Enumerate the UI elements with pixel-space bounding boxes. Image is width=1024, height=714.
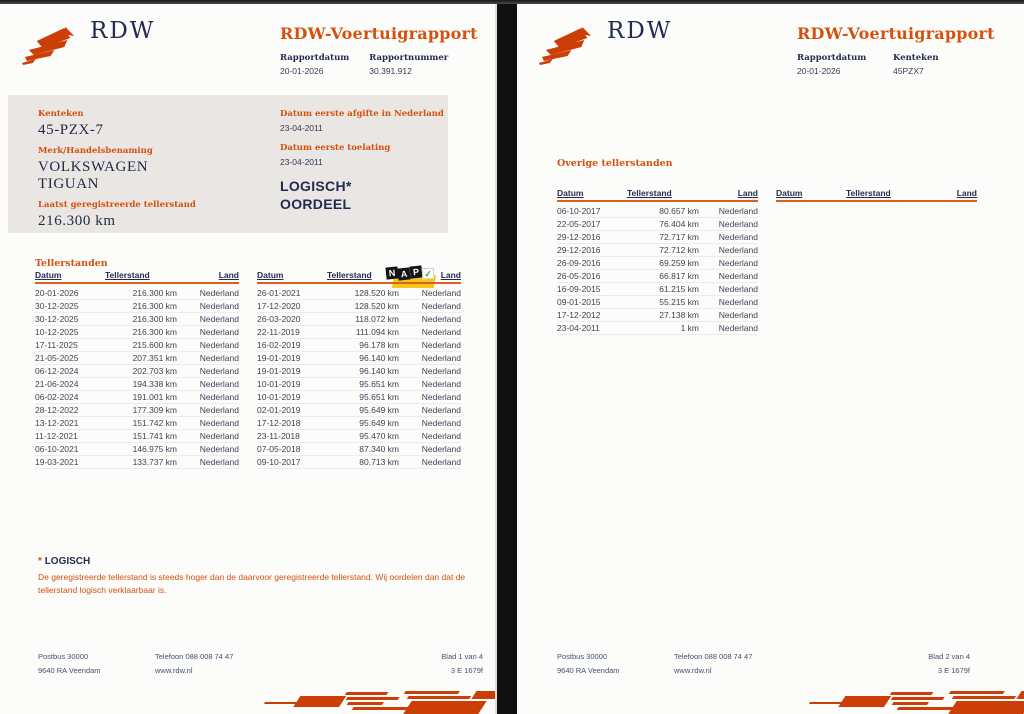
table-row	[257, 391, 461, 404]
cell-land: Nederland	[421, 353, 461, 363]
oordeel-line1: LOGISCH*	[280, 178, 352, 194]
table-row	[35, 313, 239, 326]
table-row	[35, 391, 239, 404]
cell-tellerstand: 191.001 km	[132, 392, 177, 402]
page-1	[0, 0, 497, 714]
cell-land: Nederland	[421, 444, 461, 454]
nap-check-icon: ✓	[422, 268, 435, 280]
cell-tellerstand: 216.300 km	[132, 301, 177, 311]
table-row	[35, 417, 239, 430]
cell-datum: 19-01-2019	[257, 353, 301, 363]
cell-datum: 10-01-2019	[257, 379, 301, 389]
cell-land: Nederland	[718, 284, 758, 294]
meta-label: Rapportdatum	[280, 53, 350, 63]
cell-land: Nederland	[199, 392, 239, 402]
footnote-text: De geregistreerde tellerstand is steeds hoger dan de daarvoor geregistreerde tellerstand. Wij oordelen dan dat de tellerstand logisch verklaarbaar is.	[38, 572, 466, 595]
footer-website: www.rdw.nl	[155, 666, 193, 675]
table-row	[557, 205, 758, 218]
footer-website: www.rdw.nl	[674, 666, 712, 675]
cell-tellerstand: 111.094 km	[355, 327, 399, 337]
cell-datum: 06-10-2017	[557, 206, 601, 216]
merk-label: Merk/Handelsbenaming	[38, 146, 153, 156]
cell-datum: 30-12-2025	[35, 301, 79, 311]
cell-tellerstand: 55.215 km	[659, 297, 699, 307]
cell-datum: 02-01-2019	[257, 405, 301, 415]
rdw-wordmark: RDW	[607, 18, 673, 44]
cell-land: Nederland	[421, 366, 461, 376]
cell-datum: 22-05-2017	[557, 219, 601, 229]
table-row	[257, 443, 461, 456]
footer-pagination	[928, 650, 970, 678]
cell-datum: 21-06-2024	[35, 379, 79, 389]
table-row	[35, 378, 239, 391]
cell-land: Nederland	[421, 431, 461, 441]
nap-letter-a: A	[397, 267, 410, 280]
meta-rapportnummer	[369, 53, 448, 76]
table-row	[35, 300, 239, 313]
table-row	[35, 443, 239, 456]
cell-datum: 16-09-2015	[557, 284, 601, 294]
cell-tellerstand: 177.309 km	[132, 405, 177, 415]
footer-contact	[155, 650, 441, 678]
tellerstand-label: Laatst geregistreerde tellerstand	[38, 200, 196, 210]
table-row	[257, 313, 461, 326]
toelating-label: Datum eerste toelating	[280, 143, 391, 153]
cell-tellerstand: 96.178 km	[359, 340, 399, 350]
cell-tellerstand: 61.215 km	[659, 284, 699, 294]
cell-datum: 17-12-2020	[257, 301, 301, 311]
cell-land: Nederland	[421, 405, 461, 415]
cell-tellerstand: 118.072 km	[355, 314, 399, 324]
cell-tellerstand: 146.975 km	[132, 444, 177, 454]
table-row	[35, 404, 239, 417]
tellerstanden-table-right	[257, 270, 461, 469]
kenteken-value: 45-PZX-7	[38, 122, 104, 138]
cell-land: Nederland	[718, 323, 758, 333]
col-land: Land	[218, 270, 239, 280]
cell-land: Nederland	[199, 314, 239, 324]
rdw-logo-icon	[22, 26, 86, 68]
cell-tellerstand: 133.737 km	[132, 457, 177, 467]
oordeel-verdict	[280, 177, 445, 213]
cell-land: Nederland	[421, 314, 461, 324]
table-row	[35, 287, 239, 300]
cell-land: Nederland	[199, 366, 239, 376]
table-row	[35, 430, 239, 443]
cell-datum: 19-01-2019	[257, 366, 301, 376]
cell-tellerstand: 87.340 km	[359, 444, 399, 454]
cell-land: Nederland	[421, 392, 461, 402]
table-row	[557, 322, 758, 335]
meta-rapportdatum	[280, 53, 349, 76]
table-row	[557, 218, 758, 231]
cell-datum: 26-09-2016	[557, 258, 601, 268]
cell-tellerstand: 76.404 km	[659, 219, 699, 229]
merk-value-line1: VOLKSWAGEN	[38, 159, 149, 175]
page-2	[517, 0, 1024, 714]
cell-datum: 09-01-2015	[557, 297, 601, 307]
cell-datum: 10-12-2025	[35, 327, 79, 337]
cell-tellerstand: 207.351 km	[132, 353, 177, 363]
table-row	[257, 404, 461, 417]
col-tellerstand: Tellerstand	[627, 188, 672, 198]
footer-phone: Telefoon 088 008 74 47	[155, 652, 234, 661]
cell-tellerstand: 95.651 km	[359, 379, 399, 389]
footer-address	[38, 650, 155, 678]
cell-tellerstand: 72.717 km	[659, 232, 699, 242]
rdw-wordmark: RDW	[90, 18, 156, 44]
cell-tellerstand: 194.338 km	[132, 379, 177, 389]
cell-datum: 06-10-2021	[35, 444, 79, 454]
footer-form-code: 3 E 1679f	[450, 666, 483, 675]
table-row	[257, 456, 461, 469]
table-header	[257, 270, 461, 284]
cell-land: Nederland	[718, 310, 758, 320]
cell-datum: 07-05-2018	[257, 444, 301, 454]
cell-land: Nederland	[421, 379, 461, 389]
table-row	[257, 326, 461, 339]
footer-contact	[674, 650, 928, 678]
cell-datum: 30-12-2025	[35, 314, 79, 324]
cell-tellerstand: 80.657 km	[659, 206, 699, 216]
nap-letter-n: N	[385, 266, 398, 279]
table-row	[257, 417, 461, 430]
cell-land: Nederland	[199, 444, 239, 454]
cell-tellerstand: 216.300 km	[132, 327, 177, 337]
table-row	[257, 430, 461, 443]
meta-value: 45PZX7	[893, 66, 924, 76]
cell-datum: 26-03-2020	[257, 314, 301, 324]
cell-datum: 28-12-2022	[35, 405, 79, 415]
cell-tellerstand: 27.138 km	[659, 310, 699, 320]
footer-address-line1: Postbus 30000	[557, 652, 608, 661]
table-row	[35, 339, 239, 352]
col-datum: Datum	[257, 270, 284, 280]
overige-tellerstanden-heading: Overige tellerstanden	[557, 158, 673, 169]
cell-datum: 29-12-2016	[557, 245, 601, 255]
cell-tellerstand: 202.703 km	[132, 366, 177, 376]
rdw-logo-icon	[539, 26, 603, 68]
footer-address	[557, 650, 674, 678]
col-datum: Datum	[776, 188, 803, 198]
cell-datum: 17-12-2018	[257, 418, 301, 428]
cell-tellerstand: 216.300 km	[132, 288, 177, 298]
cell-tellerstand: 128.520 km	[354, 288, 399, 298]
table-row	[557, 283, 758, 296]
cell-datum: 16-02-2019	[257, 340, 301, 350]
cell-datum: 11-12-2021	[35, 431, 78, 441]
table-row	[557, 270, 758, 283]
logisch-footnote	[38, 556, 468, 597]
table-row	[257, 300, 461, 313]
cell-tellerstand: 95.649 km	[359, 418, 399, 428]
footer-page-label: Blad 2 van 4	[928, 652, 970, 661]
overige-table-left	[557, 188, 758, 335]
table-row	[557, 257, 758, 270]
col-land: Land	[737, 188, 758, 198]
afgifte-value: 23-04-2011	[280, 123, 323, 133]
cell-datum: 19-03-2021	[35, 457, 79, 467]
cell-land: Nederland	[718, 271, 758, 281]
vehicle-panel-right	[280, 109, 445, 213]
footnote-heading: * LOGISCH	[38, 556, 91, 567]
overige-tellerstanden-tables	[557, 188, 977, 335]
cell-land: Nederland	[199, 340, 239, 350]
cell-land: Nederland	[199, 457, 239, 467]
cell-land: Nederland	[718, 258, 758, 268]
cell-land: Nederland	[199, 418, 239, 428]
cell-datum: 09-10-2017	[257, 457, 301, 467]
cell-tellerstand: 216.300 km	[132, 314, 177, 324]
footer-pagination	[441, 650, 483, 678]
cell-tellerstand: 66.817 km	[659, 271, 699, 281]
page-footer	[38, 650, 483, 678]
page-footer	[557, 650, 970, 678]
table-row	[557, 309, 758, 322]
cell-land: Nederland	[421, 301, 461, 311]
rdw-stripe-graphic	[802, 689, 1024, 714]
table-row	[35, 352, 239, 365]
cell-land: Nederland	[199, 405, 239, 415]
rdw-stripe-graphic	[257, 689, 497, 714]
cell-tellerstand: 69.259 km	[659, 258, 699, 268]
meta-label: Rapportnummer	[369, 53, 449, 63]
nap-letter-p: P	[409, 265, 422, 278]
col-datum: Datum	[557, 188, 584, 198]
merk-value-line2: TIGUAN	[38, 176, 100, 192]
cell-tellerstand: 151.741 km	[132, 431, 177, 441]
cell-tellerstand: 96.140 km	[359, 366, 399, 376]
table-row	[257, 352, 461, 365]
meta-value: 30.391.912	[369, 66, 412, 76]
cell-datum: 29-12-2016	[557, 232, 601, 242]
table-row	[257, 378, 461, 391]
col-tellerstand: Tellerstand	[846, 188, 891, 198]
overige-table-right-empty	[776, 188, 977, 335]
footer-address-line2: 9640 RA Veendam	[557, 666, 620, 675]
cell-tellerstand: 72.712 km	[659, 245, 699, 255]
footer-phone: Telefoon 088 008 74 47	[674, 652, 753, 661]
col-datum: Datum	[35, 270, 62, 280]
table-row	[257, 287, 461, 300]
col-tellerstand: Tellerstand	[105, 270, 150, 280]
cell-datum: 06-02-2024	[35, 392, 79, 402]
tellerstand-value: 216.300 km	[38, 213, 116, 229]
cell-datum: 10-01-2019	[257, 392, 301, 402]
cell-datum: 17-12-2012	[557, 310, 601, 320]
cell-tellerstand: 95.649 km	[359, 405, 399, 415]
cell-land: Nederland	[718, 245, 758, 255]
vehicle-panel-left	[38, 109, 258, 237]
report-meta	[797, 53, 989, 76]
afgifte-label: Datum eerste afgifte in Nederland	[280, 109, 444, 119]
table-row	[35, 456, 239, 469]
cell-tellerstand: 215.600 km	[132, 340, 177, 350]
cell-land: Nederland	[718, 297, 758, 307]
table-header	[557, 188, 758, 202]
cell-datum: 23-11-2018	[257, 431, 300, 441]
table-row	[257, 365, 461, 378]
tellerstanden-table-left	[35, 270, 239, 469]
cell-datum: 21-05-2025	[35, 353, 79, 363]
table-row	[557, 244, 758, 257]
cell-land: Nederland	[421, 327, 461, 337]
cell-land: Nederland	[421, 457, 461, 467]
page-title: RDW-Voertuigrapport	[797, 24, 995, 43]
footer-address-line1: Postbus 30000	[38, 652, 89, 661]
table-header	[35, 270, 239, 284]
cell-land: Nederland	[718, 232, 758, 242]
table-row	[557, 231, 758, 244]
table-row	[35, 326, 239, 339]
kenteken-label: Kenteken	[38, 109, 84, 119]
table-row	[257, 339, 461, 352]
page-title: RDW-Voertuigrapport	[280, 24, 478, 43]
cell-land: Nederland	[199, 327, 239, 337]
cell-datum: 23-04-2011	[557, 323, 600, 333]
cell-datum: 22-11-2019	[257, 327, 300, 337]
cell-land: Nederland	[199, 288, 239, 298]
cell-land: Nederland	[421, 418, 461, 428]
cell-datum: 26-05-2016	[557, 271, 601, 281]
footer-page-label: Blad 1 van 4	[441, 652, 483, 661]
cell-land: Nederland	[199, 431, 239, 441]
cell-land: Nederland	[199, 301, 239, 311]
cell-land: Nederland	[199, 379, 239, 389]
meta-value: 20-01-2026	[797, 66, 841, 76]
cell-datum: 06-12-2024	[35, 366, 79, 376]
cell-tellerstand: 96.140 km	[359, 353, 399, 363]
cell-land: Nederland	[421, 288, 461, 298]
cell-tellerstand: 95.470 km	[359, 431, 399, 441]
meta-label: Rapportdatum	[797, 53, 867, 63]
table-row	[557, 296, 758, 309]
table-header	[776, 188, 977, 202]
cell-land: Nederland	[718, 219, 758, 229]
cell-tellerstand: 128.520 km	[354, 301, 399, 311]
meta-label: Kenteken	[893, 53, 939, 63]
cell-datum: 13-12-2021	[35, 418, 79, 428]
cell-tellerstand: 1 km	[680, 323, 699, 333]
footer-form-code: 3 E 1679f	[937, 666, 970, 675]
footer-address-line2: 9640 RA Veendam	[38, 666, 101, 675]
cell-tellerstand: 80.713 km	[359, 457, 399, 467]
cell-land: Nederland	[718, 206, 758, 216]
tellerstanden-tables	[35, 270, 461, 469]
page-divider	[497, 0, 517, 714]
footnote-asterisk: *	[38, 556, 42, 567]
meta-rapportdatum	[797, 53, 873, 76]
cell-tellerstand: 95.651 km	[359, 392, 399, 402]
col-land: Land	[956, 188, 977, 198]
cell-datum: 17-11-2025	[35, 340, 78, 350]
col-tellerstand: Tellerstand	[327, 270, 372, 280]
meta-kenteken	[893, 53, 969, 76]
scan-top-edge	[0, 0, 1024, 4]
meta-value: 20-01-2026	[280, 66, 324, 76]
table-row	[35, 365, 239, 378]
tellerstanden-heading: Tellerstanden	[35, 258, 108, 269]
cell-tellerstand: 151.742 km	[132, 418, 177, 428]
cell-land: Nederland	[199, 353, 239, 363]
cell-datum: 26-01-2021	[257, 288, 301, 298]
toelating-value: 23-04-2011	[280, 157, 323, 167]
report-meta	[280, 53, 468, 76]
col-land: Land	[440, 270, 461, 280]
cell-land: Nederland	[421, 340, 461, 350]
oordeel-line2: OORDEEL	[280, 196, 352, 212]
cell-datum: 20-01-2026	[35, 288, 79, 298]
